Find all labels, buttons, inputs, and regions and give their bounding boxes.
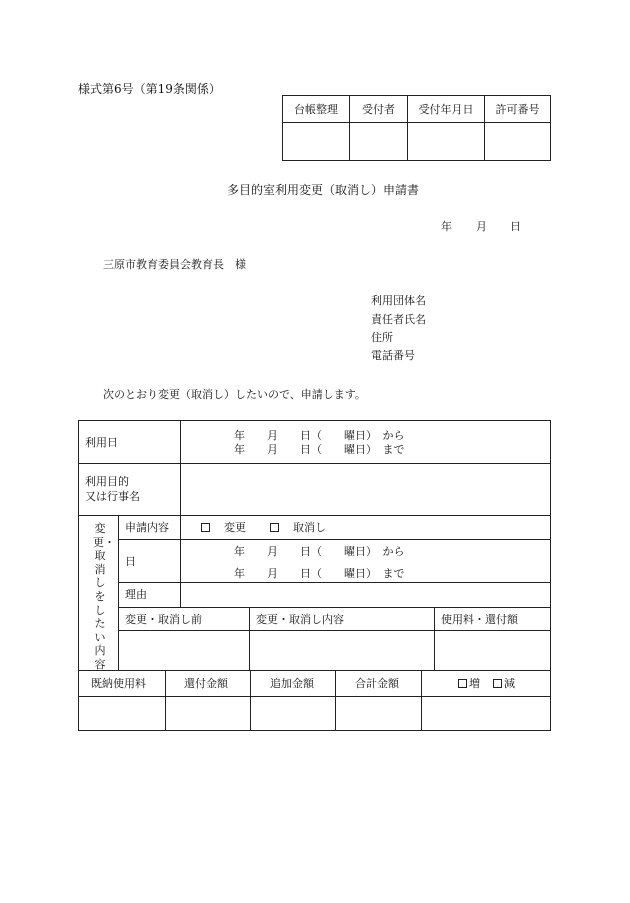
decrease-checkbox[interactable]: [493, 677, 502, 690]
rule: [79, 515, 550, 516]
purpose-label: 利用目的: [85, 475, 129, 488]
change-date-label: 日: [125, 555, 136, 568]
use-date-label: 利用日: [85, 436, 118, 449]
change-date-from: 年 月 日（ 曜日） から: [234, 545, 405, 558]
cancel-checkbox[interactable]: [270, 521, 279, 534]
decrease-label: 減: [504, 677, 515, 690]
ledger-blank-cell[interactable]: [283, 123, 350, 161]
use-date-to: 年 月 日（ 曜日） まで: [234, 443, 405, 456]
request-label: 申請内容: [125, 521, 169, 534]
addressee: 三原市教育委員会教育長 様: [103, 258, 246, 271]
ledger-header-cell: 許可番号: [485, 96, 551, 123]
ledger-blank-cell[interactable]: [485, 123, 551, 161]
before-input[interactable]: [119, 631, 249, 670]
date-day: 日: [510, 220, 521, 233]
ledger-blank-cell[interactable]: [408, 123, 485, 161]
purpose-label-2: 又は行事名: [85, 490, 140, 503]
additional-input[interactable]: [251, 697, 335, 730]
change-date-to: 年 月 日（ 曜日） まで: [234, 567, 405, 580]
date-year: 年: [441, 220, 452, 233]
page-title: 多目的室利用変更（取消し）申請書: [227, 183, 420, 197]
increase-label: 増: [469, 677, 480, 690]
refund-label: 還付金額: [184, 677, 228, 690]
fee-label: 使用料・還付額: [441, 613, 518, 626]
cancel-option-label: 取消し: [293, 521, 326, 534]
fee-input[interactable]: [435, 631, 550, 670]
ledger-table: [282, 95, 551, 161]
field-phone: 電話番号: [371, 349, 415, 362]
reason-input[interactable]: [181, 583, 550, 607]
increase-checkbox[interactable]: [458, 677, 467, 690]
ledger-blank-cell[interactable]: [350, 123, 408, 161]
before-label: 変更・取消し前: [125, 613, 202, 626]
rule: [118, 607, 550, 608]
content-label: 変更・取消し内容: [256, 613, 344, 626]
total-input[interactable]: [336, 697, 421, 730]
change-section-label: 変更・取消しをしたい内容: [93, 522, 115, 671]
reason-label: 理由: [125, 588, 147, 601]
ledger-header-cell: 受付者: [350, 96, 408, 123]
inc-dec-input[interactable]: [422, 697, 550, 730]
field-representative: 責任者氏名: [371, 313, 426, 326]
total-label: 合計金額: [355, 677, 399, 690]
ledger-header-cell: 台帳整理: [283, 96, 350, 123]
field-address: 住所: [371, 331, 393, 344]
field-group-name: 利用団体名: [371, 294, 426, 307]
intro-text: 次のとおり変更（取消し）したいので、申請します。: [103, 388, 366, 401]
form-number: 様式第6号（第19条関係）: [78, 82, 221, 96]
purpose-input[interactable]: [181, 464, 550, 515]
content-input[interactable]: [250, 631, 434, 670]
rule: [79, 670, 550, 671]
paid-fee-input[interactable]: [80, 697, 165, 730]
rule: [118, 539, 550, 540]
additional-label: 追加金額: [270, 677, 314, 690]
change-checkbox[interactable]: [201, 521, 210, 534]
paid-fee-label: 既納使用料: [91, 677, 146, 690]
application-table: [78, 420, 551, 731]
ledger-header-cell: 受付年月日: [408, 96, 485, 123]
date-month: 月: [476, 220, 487, 233]
use-date-from: 年 月 日（ 曜日） から: [234, 429, 405, 442]
refund-input[interactable]: [166, 697, 250, 730]
change-option-label: 変更: [224, 521, 246, 534]
